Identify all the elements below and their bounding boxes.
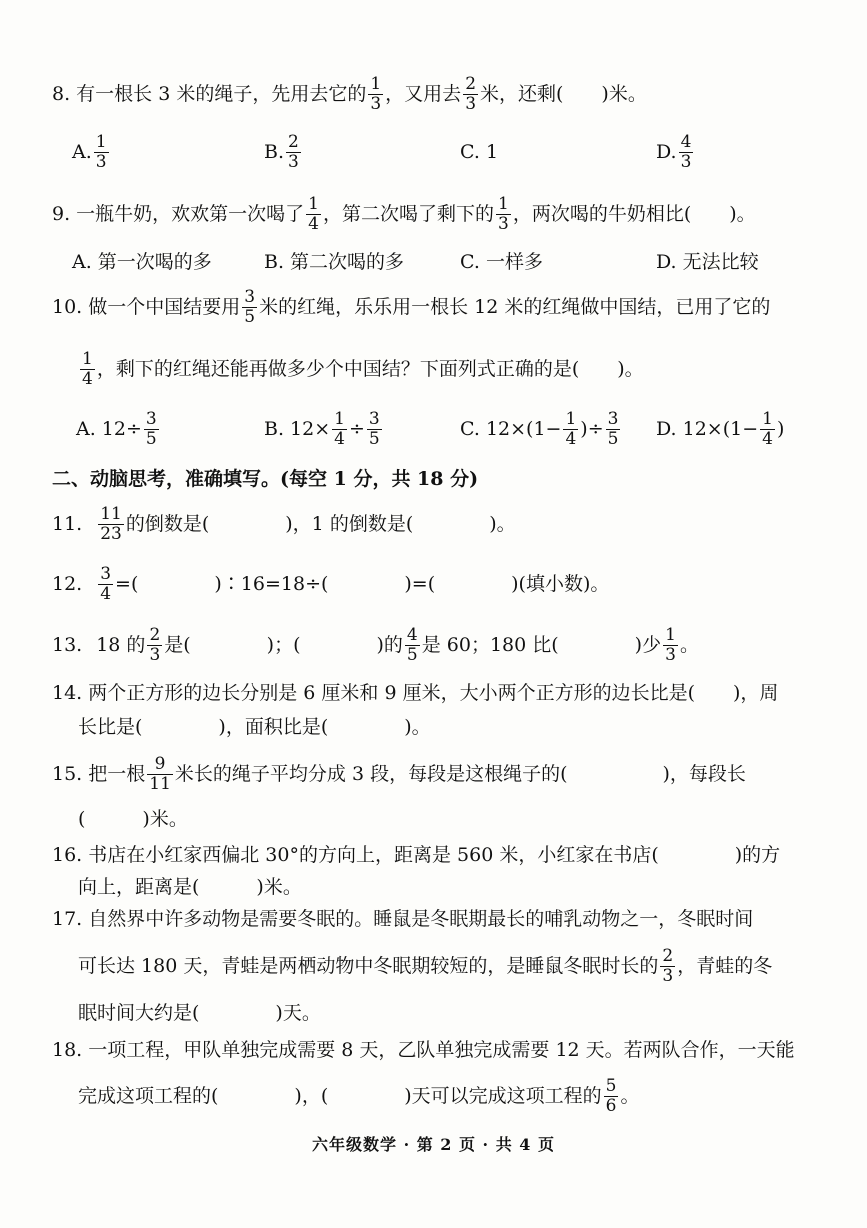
section-heading: 二、动脑思考，准确填写。(每空 1 分，共 18 分) bbox=[52, 468, 479, 490]
question-18: 18. 一项工程，甲队单独完成需要 8 天，乙队单独完成需要 12 天。若两队合作，一天能 bbox=[52, 1039, 795, 1061]
question-17-line2: 可长达 180 天，青蛙是两栖动物中冬眠期较短的，是睡鼠冬眠时长的 $\frac{2}{3}$ ，青蛙的冬 bbox=[78, 945, 773, 986]
option-c[interactable]: C. 一样多 bbox=[460, 250, 543, 273]
option-d[interactable]: D. $\frac{4}{3}$ bbox=[656, 131, 692, 172]
option-c[interactable]: C. 12×(1− $\frac{1}{4}$ )÷ $\frac{3}{5}$ bbox=[460, 408, 619, 449]
question-11: 11. $\frac{11}{23}$ 的倒数是( )，1 的倒数是( )。 bbox=[52, 503, 516, 544]
question-16-line2: 向上，距离是( )米。 bbox=[78, 876, 302, 898]
question-12: 12. $\frac{3}{4}$ =( )∶16=18÷( )=( )(填小数)。 bbox=[52, 563, 610, 604]
question-13: 13. 18 的 $\frac{2}{3}$ 是( )；( )的 $\frac{4}{5}$ 是 60；180 比( )少 $\frac{1}{3}$ 。 bbox=[52, 624, 699, 665]
option-b[interactable]: B. 12× $\frac{1}{4}$ ÷ $\frac{3}{5}$ bbox=[264, 408, 380, 449]
question-8-text: 8. 有一根长 3 米的绳子，先用去它的 bbox=[52, 83, 367, 105]
question-9-options bbox=[52, 236, 807, 284]
question-18-line2: 完成这项工程的( )，( )天可以完成这项工程的 $\frac{5}{6}$ 。 bbox=[78, 1075, 640, 1116]
option-c[interactable]: C. 1 bbox=[460, 141, 499, 163]
question-15: 15. 把一根 $\frac{9}{11}$ 米长的绳子平均分成 3 段，每段是这根绳子的( )，每段长 bbox=[52, 753, 746, 794]
question-15-line2: ( )米。 bbox=[78, 808, 188, 830]
option-a[interactable]: A. 12÷ $\frac{3}{5}$ bbox=[76, 408, 157, 449]
page-footer: 六年级数学 · 第 2 页 · 共 4 页 bbox=[312, 1135, 555, 1154]
option-b[interactable]: B. 第二次喝的多 bbox=[264, 250, 405, 273]
question-16: 16. 书店在小红家西偏北 30°的方向上，距离是 560 米，小红家在书店( )的方 bbox=[52, 844, 781, 866]
fraction: $\frac{1}{3}$ bbox=[370, 73, 382, 114]
question-8-options bbox=[52, 128, 807, 176]
question-8: 8. 有一根长 3 米的绳子，先用去它的 $\frac{1}{3}$ ，又用去 $\frac{2}{3}$ 米，还剩( )米。 bbox=[52, 73, 647, 114]
question-10: 10. 做一个中国结要用 $\frac{3}{5}$ 米的红绳，乐乐用一根长 12 米的红绳做中国结，已用了它的 bbox=[52, 286, 771, 327]
question-10-options bbox=[52, 405, 807, 453]
option-a[interactable]: A. 第一次喝的多 bbox=[72, 250, 212, 273]
question-14-line2: 长比是( )，面积比是( )。 bbox=[78, 716, 431, 738]
option-a[interactable]: A. $\frac{1}{3}$ bbox=[72, 131, 107, 172]
fraction: $\frac{2}{3}$ bbox=[465, 73, 477, 114]
option-b[interactable]: B. $\frac{2}{3}$ bbox=[264, 131, 299, 172]
option-d[interactable]: D. 12×(1− $\frac{1}{4}$ ) bbox=[656, 408, 785, 449]
option-d[interactable]: D. 无法比较 bbox=[656, 250, 759, 273]
question-17: 17. 自然界中许多动物是需要冬眠的。睡鼠是冬眠期最长的哺乳动物之一，冬眠时间 bbox=[52, 908, 754, 930]
question-10-line2: $\frac{1}{4}$ ，剩下的红绳还能再做多少个中国结？下面列式正确的是( )。 bbox=[82, 348, 644, 389]
question-17-line3: 眠时间大约是( )天。 bbox=[78, 1002, 321, 1024]
question-14: 14. 两个正方形的边长分别是 6 厘米和 9 厘米，大小两个正方形的边长比是( )，周 bbox=[52, 682, 779, 704]
question-9: 9. 一瓶牛奶，欢欢第一次喝了 $\frac{1}{4}$ ，第二次喝了剩下的 $\frac{1}{3}$ ，两次喝的牛奶相比( )。 bbox=[52, 193, 756, 234]
